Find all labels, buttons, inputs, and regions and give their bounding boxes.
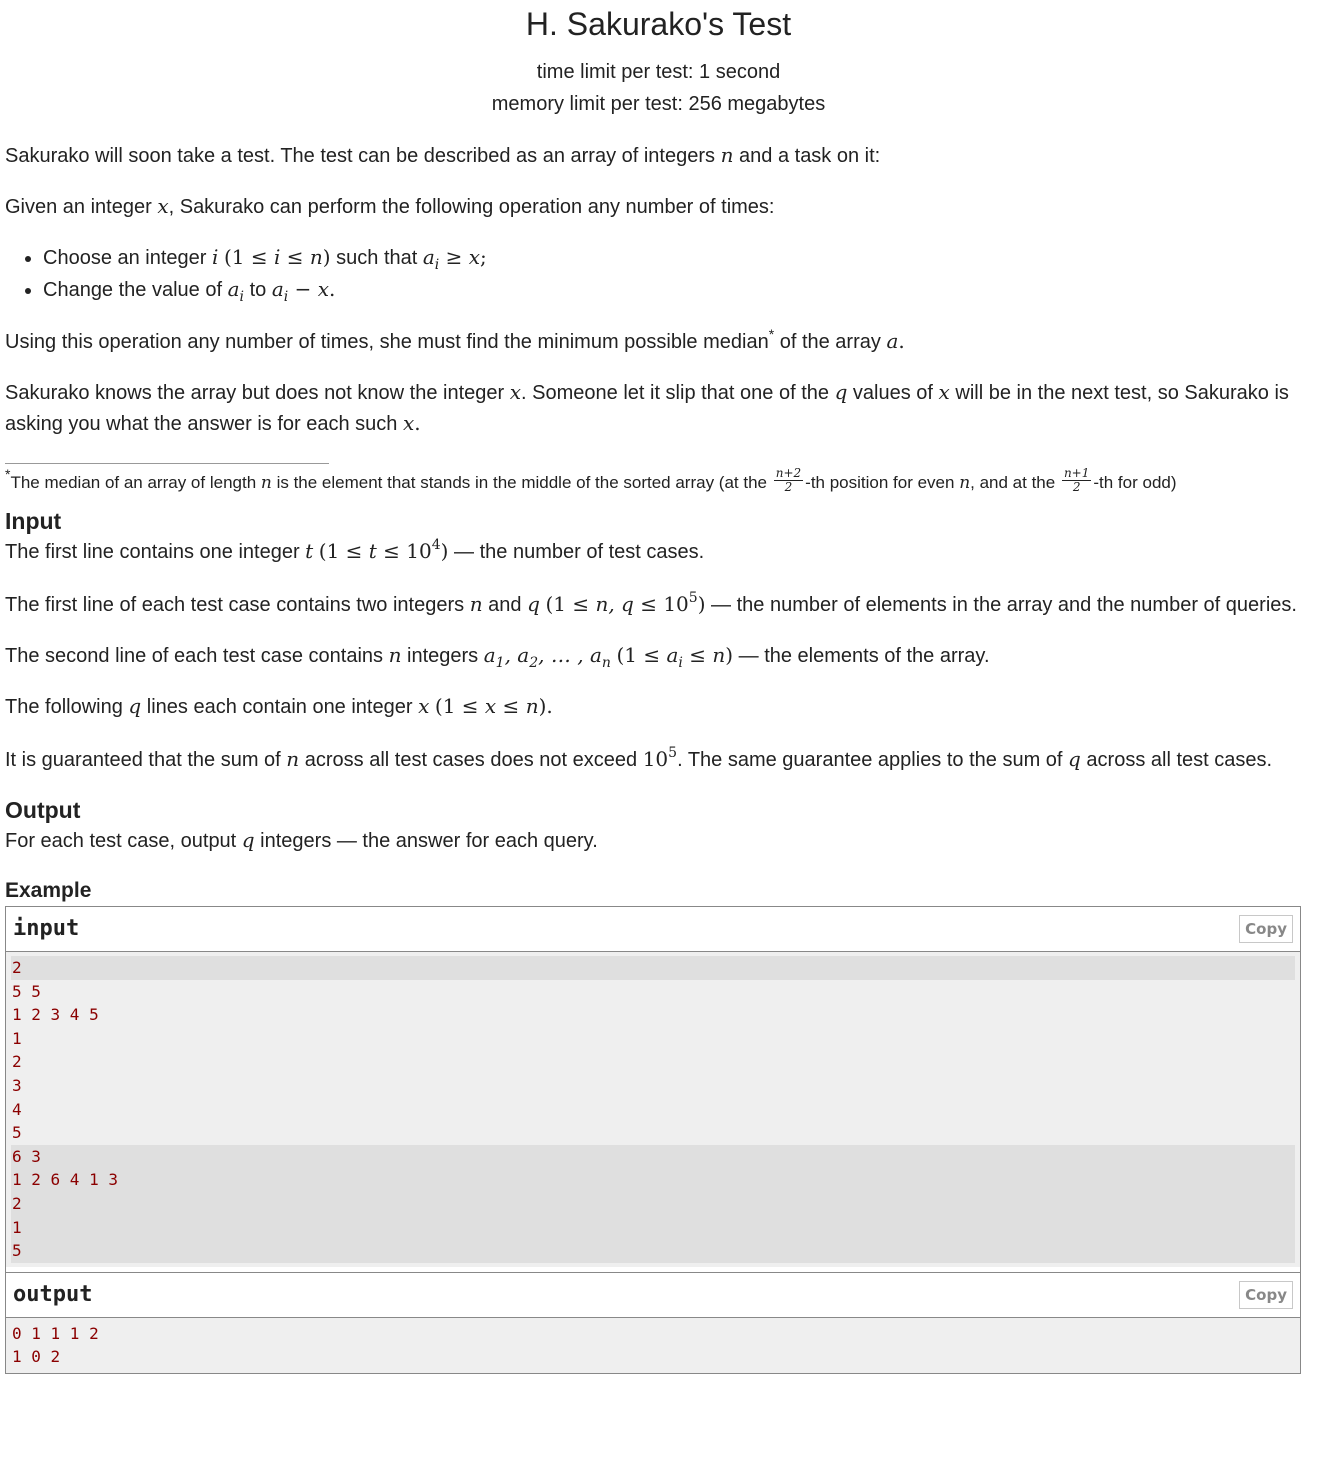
input-line: 4 xyxy=(12,1099,22,1119)
input-line: 5 xyxy=(12,1123,22,1143)
input-line: 1 2 6 4 1 3 xyxy=(11,1168,1295,1192)
input-paragraph: The following q lines each contain one integer x (1 ≤ x ≤ n). xyxy=(5,694,553,718)
input-line: 1 xyxy=(12,1028,22,1048)
input-line: 6 3 xyxy=(11,1145,1295,1169)
input-line: 1 xyxy=(11,1216,1295,1240)
input-line: 5 5 xyxy=(12,981,41,1001)
copy-output-button[interactable]: Copy xyxy=(1239,1281,1293,1309)
sample-output xyxy=(6,1267,1300,1373)
operation-list xyxy=(5,242,1312,306)
input-line: 5 xyxy=(11,1239,1295,1263)
input-line: 1 2 3 4 5 xyxy=(12,1005,99,1025)
input-line: 2 xyxy=(12,1052,22,1072)
footnote: *The median of an array of length n is the element that stands in the middle of the sorted array (at the $\frac{n+2}{2}$ -th position for even n, and at the $\frac{n+1}{2}$ -th for odd) xyxy=(5,465,1177,494)
output-paragraph: For each test case, output q integers — the answer for each query. xyxy=(5,828,598,852)
sample-input-body[interactable] xyxy=(6,952,1300,1267)
input-paragraph: The first line contains one integer t $(1 \le t \le 10^4)$ — the number of test cases. xyxy=(5,537,705,563)
problem-statement xyxy=(0,140,1317,1374)
input-line: 3 xyxy=(12,1075,22,1095)
input-section-title: Input xyxy=(5,508,62,534)
sample-tests xyxy=(5,906,1301,1374)
input-paragraph: It is guaranteed that the sum of n across all test cases does not exceed $10^5$. The same guarantee applies to the sum of q across all test cases. xyxy=(5,745,1273,771)
output-section-title: Output xyxy=(5,797,81,823)
output-line: 1 0 2 xyxy=(12,1347,61,1367)
problem-header xyxy=(0,0,1317,120)
copy-input-button[interactable]: Copy xyxy=(1239,915,1293,943)
input-line: 2 xyxy=(11,1192,1295,1216)
input-paragraph: The second line of each test case contains n integers $a_1$, $a_2$, … , $a_n$ $(1 \le a_i \le n)$ — the elements of the array. xyxy=(5,643,990,671)
sample-input-label: input xyxy=(13,916,80,941)
footnote-divider xyxy=(5,463,329,464)
input-paragraph: The first line of each test case contains two integers n and q (1 ≤ n, $q \le 10^5$) — the number of elements in the array and the number of queries. xyxy=(5,590,1297,616)
statement-paragraph: Given an integer x, Sakurako can perform the following operation any number of times: xyxy=(5,194,775,218)
sample-output-body[interactable] xyxy=(6,1318,1300,1373)
list-item: • Change the value of $a_i$ to $a_i - x$. xyxy=(43,274,1312,306)
example-title: Example xyxy=(5,879,92,902)
sample-input-header xyxy=(6,907,1300,952)
statement-paragraph: Sakurako knows the array but does not know the integer x. Someone let it slip that one of the q values of x will be in the next test, so Sakurako is asking you what the answer is for each such x. xyxy=(5,380,1289,435)
time-limit: time limit per test: 1 second xyxy=(536,61,781,83)
problem-title: H. Sakurako's Test xyxy=(525,6,792,42)
sample-output-label: output xyxy=(13,1281,93,1307)
statement-paragraph: Using this operation any number of times, she must find the minimum possible median* of the array a. xyxy=(5,326,905,353)
memory-limit: memory limit per test: 256 megabytes xyxy=(491,93,826,115)
statement-paragraph: Sakurako will soon take a test. The test can be described as an array of integers n and a task on it: xyxy=(5,143,881,167)
list-item: • Choose an integer i (1 ≤ i ≤ n) such that $a_i \ge x$; xyxy=(43,242,1312,274)
output-line: 0 1 1 1 2 xyxy=(12,1323,99,1343)
input-line: 2 xyxy=(11,956,1295,980)
sample-output-header xyxy=(6,1272,1300,1318)
